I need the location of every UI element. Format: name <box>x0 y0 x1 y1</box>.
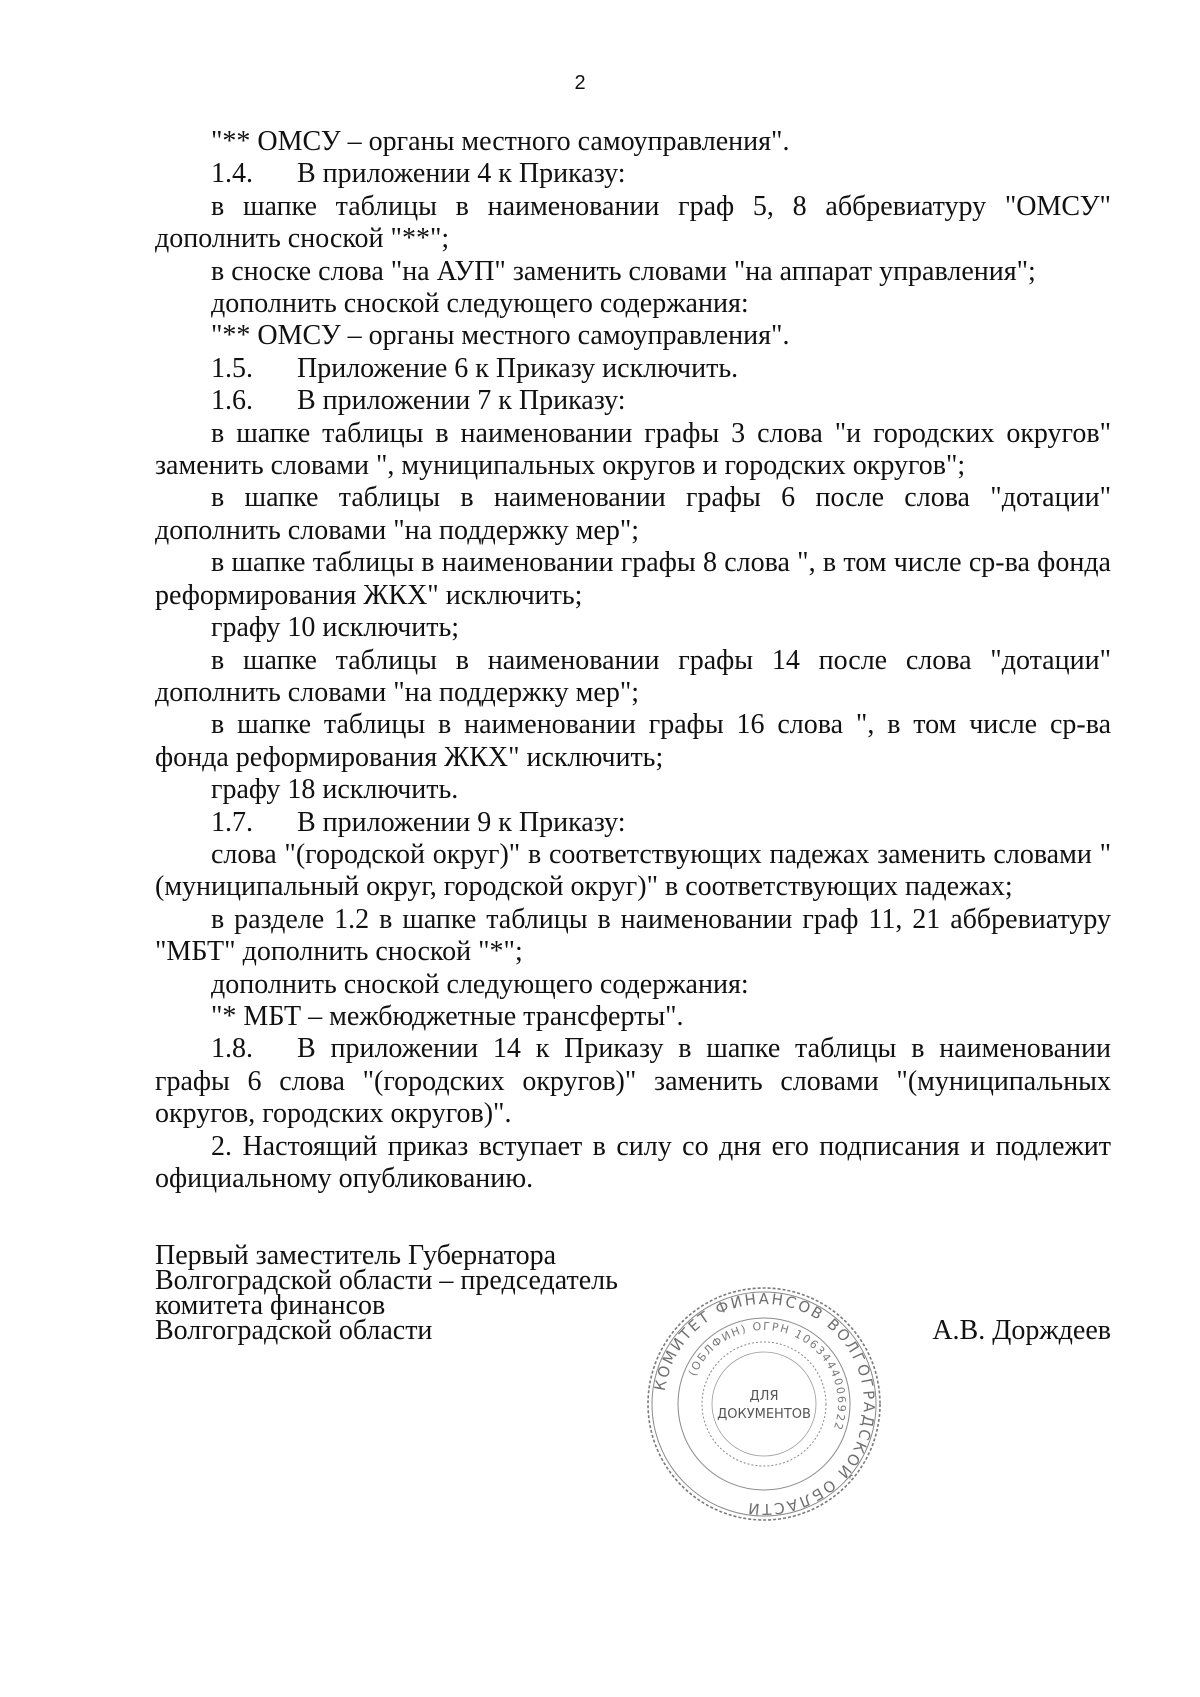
paragraph-item-1-6: 1.6. В приложении 7 к Приказу: <box>211 385 626 417</box>
paragraph-column-14: в шапке таблицы в наименовании графы 14 после слова "дотации" дополнить словами "на поддержку мер"; <box>155 644 1111 708</box>
page-number: 2 <box>574 72 586 94</box>
paragraph-item-1-5: 1.5. Приложение 6 к Приказу исключить. <box>211 352 739 384</box>
paragraph-city-district: слова "(городской округ)" в соответствующих падежах заменить словами "(муниципальный округ, городской округ)" в соответствующих падежах; <box>155 838 1111 903</box>
paragraph-header-columns-5-8: в шапке таблицы в наименовании граф 5, 8 аббревиатуру "ОМСУ" дополнить сноской "**"; <box>155 190 1111 255</box>
paragraph-section-1-2: в разделе 1.2 в шапке таблицы в наименовании граф 11, 21 аббревиатуру "МБТ" дополнить сноской "*"; <box>155 903 1111 968</box>
svg-text:ДЛЯ: ДЛЯ <box>749 1389 779 1404</box>
item-number: 1.4. <box>211 158 253 190</box>
svg-text:(ОБЛФИН) ОГРН 1063444006922: (ОБЛФИН) ОГРН 1063444006922 <box>685 1319 849 1433</box>
item-number: 1.6. <box>211 385 253 417</box>
paragraph-footnote-aup: в сноске слова "на АУП" заменить словами "на аппарат управления"; <box>211 255 1036 287</box>
paragraph-item-1-7: 1.7. В приложении 9 к Приказу: <box>211 806 626 838</box>
position-line: Волгоградской области – председатель <box>155 1265 618 1296</box>
paragraph-footnote-omsu-1: "** ОМСУ – органы местного самоуправления". <box>211 126 790 157</box>
paragraph-item-1-8: 1.8. В приложении 14 к Приказу в шапке таблицы в наименовании графы 6 слова "(городских округов)" заменить словами "(муниципальных округов, городских округов)". <box>155 1033 1111 1130</box>
position-line: Волгоградской области <box>155 1315 433 1346</box>
paragraph-add-footnote-1: дополнить сноской следующего содержания: <box>211 288 749 320</box>
paragraph-column-18: графу 18 исключить. <box>211 774 459 806</box>
item-number: 1.7. <box>211 806 253 838</box>
paragraph-item-2: 2. Настоящий приказ вступает в силу со дня его подписания и подлежит официальному опубликованию. <box>155 1130 1111 1194</box>
svg-text:КОМИТЕТ ФИНАНСОВ ВОЛГОГРАДСКОЙ: КОМИТЕТ ФИНАНСОВ ВОЛГОГРАДСКОЙ ОБЛАСТИ <box>650 1289 879 1519</box>
paragraph-footnote-omsu-2: "** ОМСУ – органы местного самоуправления". <box>211 320 790 352</box>
item-number: 1.8. <box>211 1033 253 1065</box>
signature-block <box>155 1240 1111 1583</box>
position-line: Первый заместитель Губернатора <box>155 1240 557 1271</box>
paragraph-column-16: в шапке таблицы в наименовании графы 16 слова ", в том числе ср-ва фонда реформирования ЖКХ" исключить; <box>155 709 1111 773</box>
seal-graphic <box>643 1283 885 1525</box>
paragraph-column-3: в шапке таблицы в наименовании графы 3 слова "и городских округов" заменить словами ", муниципальных округов и городских округов"; <box>155 417 1111 482</box>
svg-text:ДОКУМЕНТОВ: ДОКУМЕНТОВ <box>717 1407 811 1422</box>
paragraph-item-1-4: 1.4. В приложении 4 к Приказу: <box>211 158 626 190</box>
paragraph-column-6: в шапке таблицы в наименовании графы 6 после слова "дотации" дополнить словами "на поддержку мер"; <box>155 482 1111 546</box>
paragraph-add-footnote-2: дополнить сноской следующего содержания: <box>211 968 749 1000</box>
paragraph-column-8: в шапке таблицы в наименовании графы 8 слова ", в том числе ср-ва фонда реформирования ЖКХ" исключить; <box>155 547 1111 611</box>
paragraph-footnote-mbt: "* МБТ – межбюджетные трансферты". <box>211 1000 684 1032</box>
paragraph-column-10: графу 10 исключить; <box>211 612 460 644</box>
document-body <box>155 126 1111 1195</box>
position-line: комитета финансов <box>155 1290 386 1321</box>
item-number: 1.5. <box>211 352 253 384</box>
signatory-name: А.В. Дорждеев <box>932 1315 1111 1346</box>
official-seal <box>643 1283 885 1525</box>
